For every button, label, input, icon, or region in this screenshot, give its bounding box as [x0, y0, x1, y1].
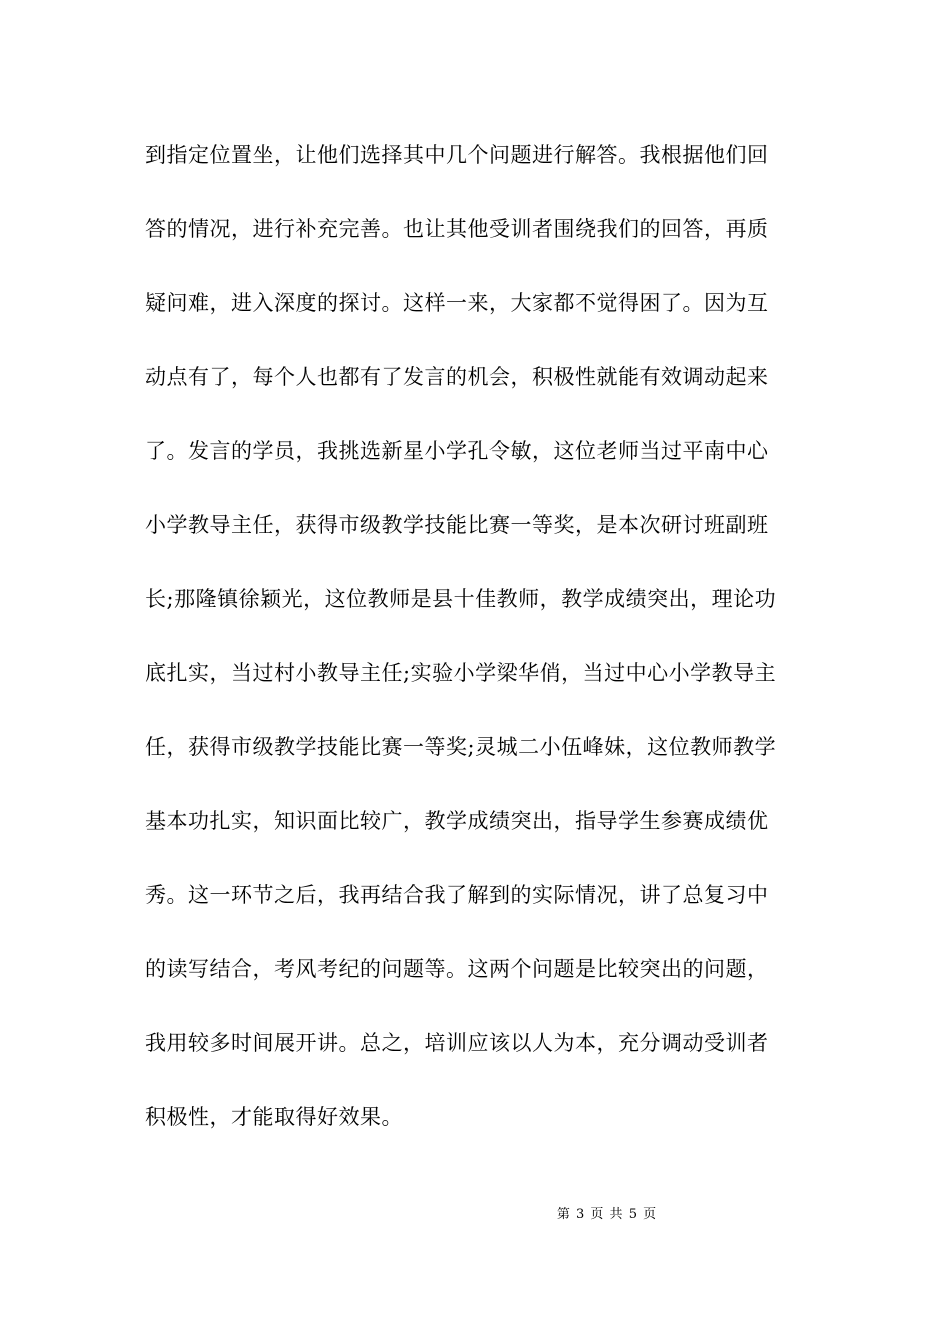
text-line: 疑问难，进入深度的探讨。这样一来，大家都不觉得困了。因为互 [145, 291, 769, 315]
text-line: 动点有了，每个人也都有了发言的机会，积极性就能有效调动起来 [145, 365, 769, 389]
text-line: 我用较多时间展开讲。总之，培训应该以人为本，充分调动受训者 [145, 1031, 769, 1055]
page-footer [0, 1203, 950, 1222]
page-number: 第 3 页 共 5 页 [556, 1207, 658, 1222]
text-line: 底扎实，当过村小教导主任;实验小学梁华俏，当过中心小学教导主 [145, 661, 777, 685]
text-line: 任，获得市级教学技能比赛一等奖;灵城二小伍峰妹，这位教师教学 [145, 735, 777, 759]
text-line: 秀。这一环节之后，我再结合我了解到的实际情况，讲了总复习中 [145, 883, 769, 907]
text-line: 基本功扎实，知识面比较广，教学成绩突出，指导学生参赛成绩优 [145, 809, 769, 833]
text-line: 的读写结合，考风考纪的问题等。这两个问题是比较突出的问题， [145, 957, 769, 981]
text-line: 答的情况，进行补充完善。也让其他受训者围绕我们的回答，再质 [145, 217, 769, 241]
text-line: 小学教导主任，获得市级教学技能比赛一等奖，是本次研讨班副班 [145, 513, 769, 537]
text-line: 到指定位置坐，让他们选择其中几个问题进行解答。我根据他们回 [145, 143, 769, 167]
body-paragraph [145, 133, 815, 1169]
text-line: 长;那隆镇徐颖光，这位教师是县十佳教师，教学成绩突出，理论功 [145, 587, 777, 611]
text-line: 了。发言的学员，我挑选新星小学孔令敏，这位老师当过平南中心 [145, 439, 769, 463]
text-line: 积极性，才能取得好效果。 [145, 1105, 403, 1129]
